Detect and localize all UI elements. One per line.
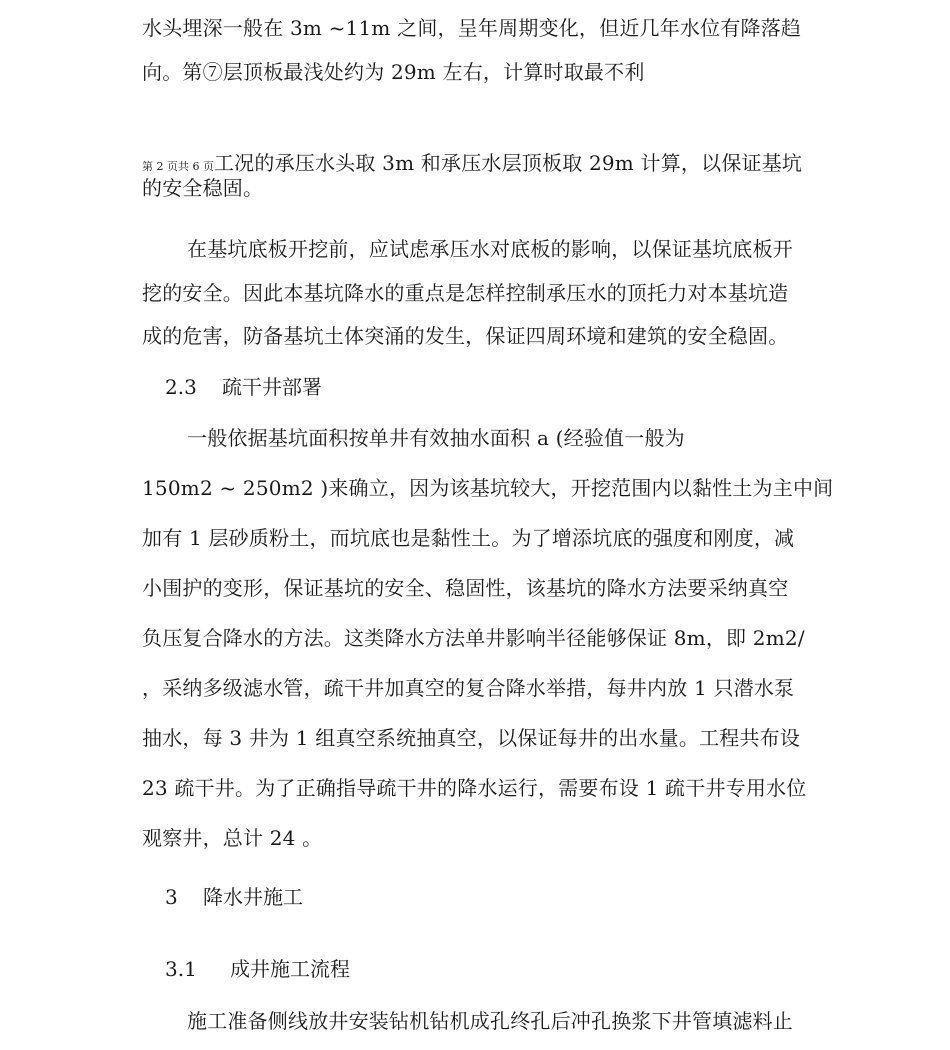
paragraph-line: 施工准备侧线放井安装钻机钻机成孔终孔后冲孔换浆下井管填滤料止 bbox=[187, 1009, 793, 1033]
text-line: 向。第⑦层顶板最浅处约为 29m 左右，计算时取最不利 bbox=[142, 60, 645, 84]
paragraph-line: 一般依据基坑面积按单井有效抽水面积 a (经验值一般为 bbox=[187, 426, 685, 450]
heading-title: 疏干井部署 bbox=[222, 375, 322, 399]
section-heading-3 bbox=[165, 885, 303, 909]
paragraph-line: 在基坑底板开挖前，应试虑承压水对底板的影响，以保证基坑底板开 bbox=[187, 237, 793, 261]
text-fragment: 工况的承压水头取 3m 和承压水层顶板取 29m 计算，以保证基坑 bbox=[213, 151, 803, 175]
text-line: ，采纳多级滤水管，疏干井加真空的复合降水举措，每井内放 1 只潜水泵 bbox=[142, 676, 795, 700]
text-line: 成的危害，防备基坑土体突涌的发生，保证四周环境和建筑的安全稳固。 bbox=[142, 324, 789, 348]
heading-number: 2.3 bbox=[165, 375, 197, 399]
text-line: 150m2 ~ 250m2 )来确立，因为该基坑较大，开挖范围内以黏性土为主中间 bbox=[142, 476, 834, 500]
text-line: 23 疏干井。为了正确指导疏干井的降水运行，需要布设 1 疏干井专用水位 bbox=[142, 776, 807, 800]
page-marker: 第 2 页共 6 页 bbox=[142, 160, 214, 173]
text-line: 负压复合降水的方法。这类降水方法单井影响半径能够保证 8m，即 2m2/ bbox=[142, 626, 805, 650]
heading-title: 降水井施工 bbox=[203, 885, 303, 909]
heading-title: 成井施工流程 bbox=[230, 957, 350, 981]
heading-number: 3.1 bbox=[165, 957, 197, 981]
text-line: 的安全稳固。 bbox=[142, 176, 264, 200]
text-line: 小围护的变形，保证基坑的安全、稳固性，该基坑的降水方法要采纳真空 bbox=[142, 576, 789, 600]
text-line-with-page-marker bbox=[142, 151, 802, 179]
heading-number: 3 bbox=[165, 885, 178, 909]
section-heading-3-1 bbox=[165, 957, 350, 981]
text-line: 挖的安全。因此本基坑降水的重点是怎样控制承压水的顶托力对本基坑造 bbox=[142, 281, 789, 305]
text-line: 水头埋深一般在 3m ~11m 之间，呈年周期变化，但近几年水位有降落趋 bbox=[142, 16, 802, 40]
text-line: 加有 1 层砂质粉土，而坑底也是黏性土。为了增添坑底的强度和刚度，减 bbox=[142, 526, 795, 550]
text-line: 观察井，总计 24 。 bbox=[142, 826, 323, 850]
text-line: 抽水，每 3 井为 1 组真空系统抽真空，以保证每井的出水量。工程共布设 bbox=[142, 726, 801, 750]
section-heading-2-3 bbox=[165, 375, 322, 399]
